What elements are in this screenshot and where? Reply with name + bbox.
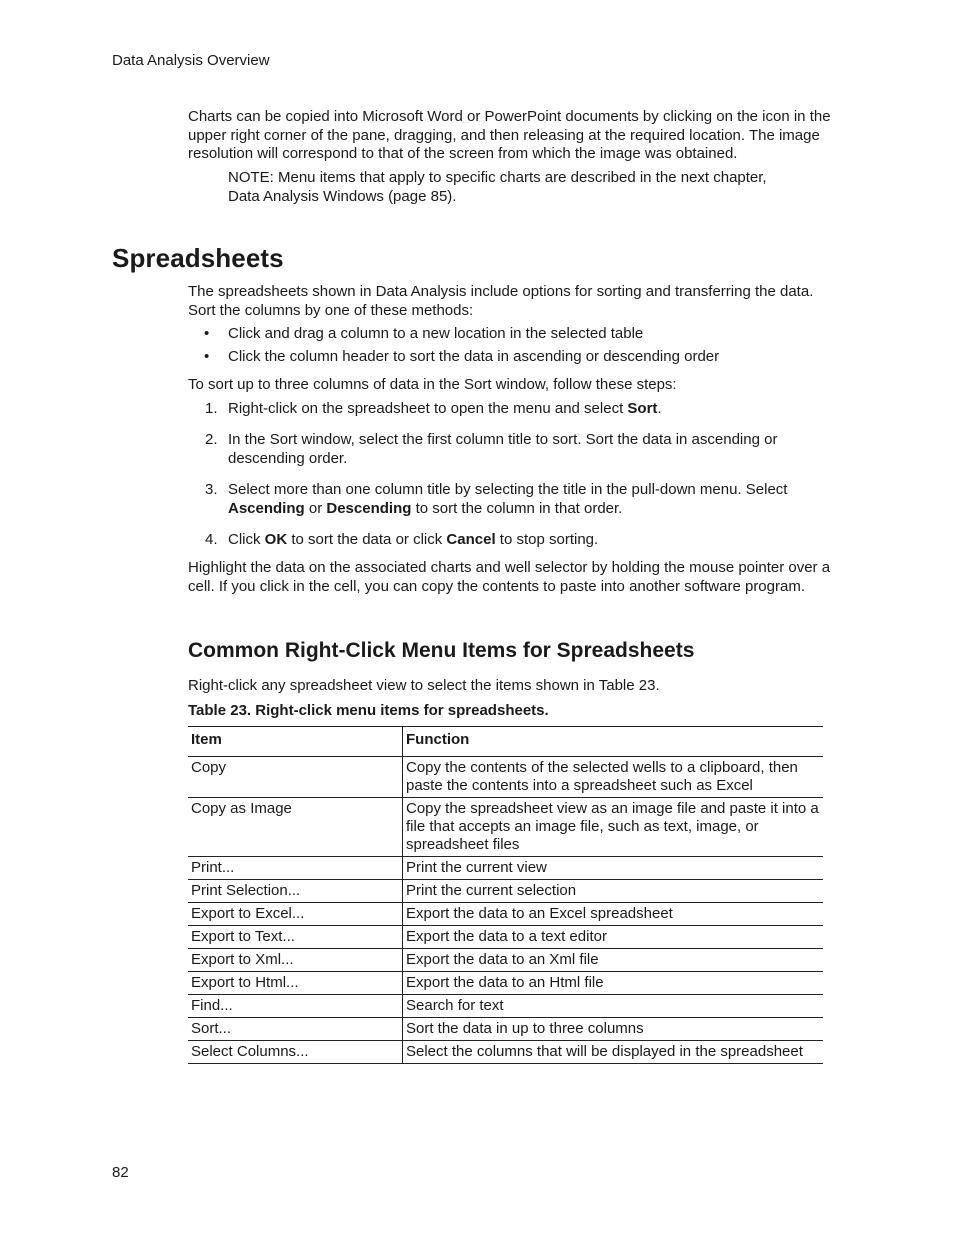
bullet-text: Click and drag a column to a new location in the selected table — [228, 325, 644, 342]
table-cell-function: Print the current view — [403, 857, 824, 880]
step-text: Right-click on the spreadsheet to open the menu and select Sort. — [228, 400, 662, 417]
table-cell-item: Export to Excel... — [188, 903, 403, 926]
table-row — [188, 995, 823, 1018]
running-header: Data Analysis Overview — [112, 52, 270, 69]
column-header-function: Function — [403, 727, 824, 757]
table-cell-item: Select Columns... — [188, 1041, 403, 1064]
table-cell-item: Print Selection... — [188, 880, 403, 903]
table-row — [188, 1018, 823, 1041]
table-cell-function: Export the data to an Excel spreadsheet — [403, 903, 824, 926]
table-cell-function: Print the current selection — [403, 880, 824, 903]
table-cell-function: Copy the contents of the selected wells to a clipboard, then paste the contents into a spreadsheet such as Excel — [403, 757, 824, 798]
bullet-glyph: • — [204, 325, 210, 342]
table-cell-item: Find... — [188, 995, 403, 1018]
table-row — [188, 903, 823, 926]
table-cell-function: Export the data to an Xml file — [403, 949, 824, 972]
spreadsheets-paragraph: The spreadsheets shown in Data Analysis include options for sorting and transferring the data. Sort the columns by one of these methods: — [188, 283, 814, 319]
subsection-title: Common Right-Click Menu Items for Spreadsheets — [188, 639, 695, 662]
menu-items-table — [188, 726, 823, 1064]
step-text: Select more than one column title by selecting the title in the pull-down menu. Select Ascending or Descending to sort the column in that order. — [228, 481, 788, 517]
intro-paragraph: Charts can be copied into Microsoft Word or PowerPoint documents by clicking on the icon in the upper right corner of the pane, dragging, and then releasing at the required location. The image resolution will correspond to that of the screen from which the image was obtained. — [188, 108, 831, 162]
table-cell-item: Print... — [188, 857, 403, 880]
page-number: 82 — [112, 1164, 129, 1181]
step-text: Click OK to sort the data or click Cancel to stop sorting. — [228, 531, 599, 548]
table-cell-function: Copy the spreadsheet view as an image file and paste it into a file that accepts an image file, such as text, image, or spreadsheet files — [403, 798, 824, 857]
table-cell-item: Sort... — [188, 1018, 403, 1041]
table-row — [188, 857, 823, 880]
note-line-1: NOTE: Menu items that apply to specific charts are described in the next chapter, — [228, 169, 767, 186]
table-cell-function: Sort the data in up to three columns — [403, 1018, 824, 1041]
table-cell-item: Export to Html... — [188, 972, 403, 995]
table-cell-function: Export the data to a text editor — [403, 926, 824, 949]
step-number: 2. — [205, 431, 218, 448]
note-line-2: Data Analysis Windows (page 85). — [228, 187, 457, 205]
step-number: 1. — [205, 400, 218, 417]
table-row — [188, 949, 823, 972]
table-cell-function: Select the columns that will be displayed in the spreadsheet — [403, 1041, 824, 1064]
steps-intro: To sort up to three columns of data in the Sort window, follow these steps: — [188, 376, 677, 393]
table-cell-item: Export to Xml... — [188, 949, 403, 972]
table-cell-item: Export to Text... — [188, 926, 403, 949]
table-row — [188, 880, 823, 903]
table-cell-function: Search for text — [403, 995, 824, 1018]
table-row — [188, 926, 823, 949]
subsection-intro: Right-click any spreadsheet view to select the items shown in Table 23. — [188, 677, 660, 694]
table-row — [188, 798, 823, 857]
table-row — [188, 972, 823, 995]
step-number: 3. — [205, 481, 218, 498]
column-header-item: Item — [188, 727, 403, 757]
table-row — [188, 757, 823, 798]
table-cell-function: Export the data to an Html file — [403, 972, 824, 995]
table-cell-item: Copy as Image — [188, 798, 403, 857]
bullet-glyph: • — [204, 348, 210, 365]
bullet-text: Click the column header to sort the data in ascending or descending order — [228, 348, 720, 365]
table-caption: Table 23. Right-click menu items for spreadsheets. — [188, 702, 549, 719]
highlight-paragraph: Highlight the data on the associated charts and well selector by holding the mouse pointer over a cell. If you click in the cell, you can copy the contents to paste into another software program. — [188, 559, 831, 595]
note — [228, 169, 828, 206]
step-number: 4. — [205, 531, 218, 548]
table-row — [188, 1041, 823, 1064]
table-cell-item: Copy — [188, 757, 403, 798]
table-header-row — [188, 727, 823, 757]
step-text: In the Sort window, select the first column title to sort. Sort the data in ascending or descending order. — [228, 431, 778, 467]
section-title: Spreadsheets — [112, 243, 284, 273]
